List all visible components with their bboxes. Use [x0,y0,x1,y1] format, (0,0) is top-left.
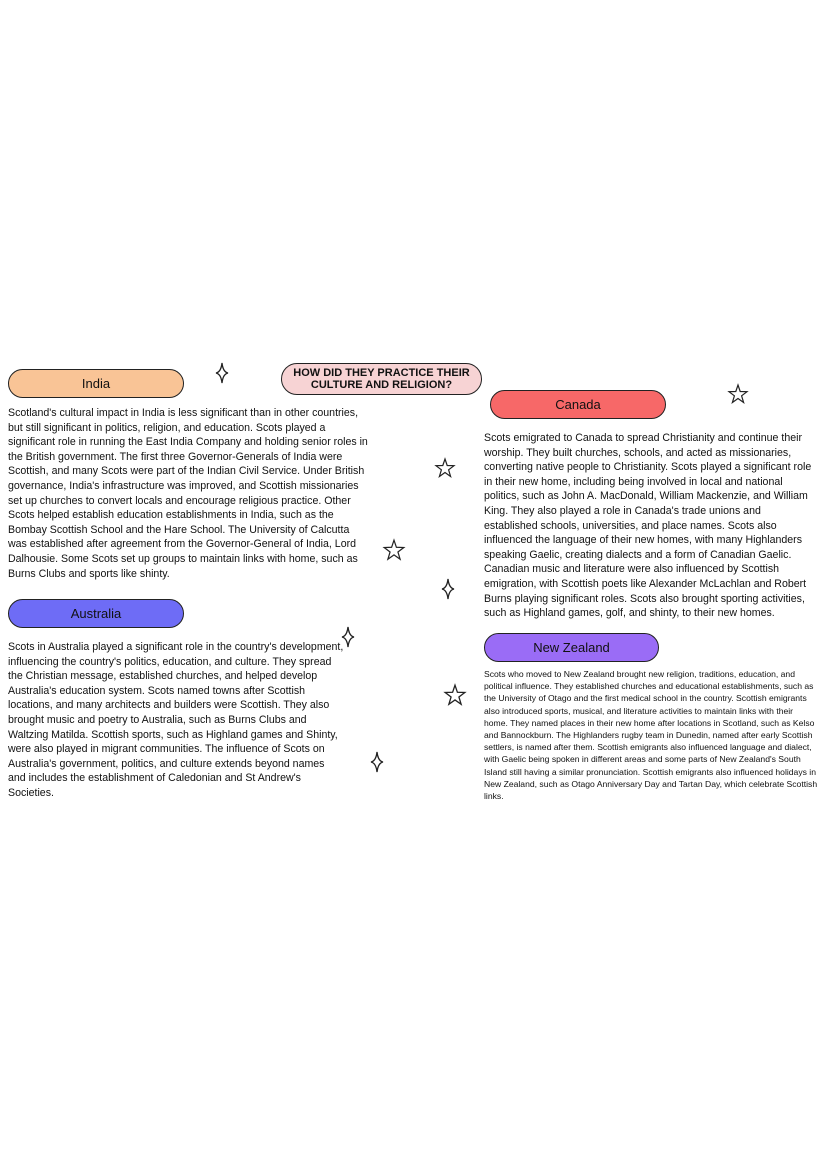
sparkle-icon [341,626,355,648]
sparkle-icon [215,362,229,384]
new-zealand-body: Scots who moved to New Zealand brought new religion, traditions, education, and political influence. They established churches and educational establishments, such as the University of Otago and the first medical school in the country. Scottish emigrants also introduced sports, musical, and literature activities to maintain links with their home. They named places in their new home after locations in Scotland, such as Kelso and Bannockburn. The Highlanders rugby team in Dunedin, named after early Scottish settlers, is named after them. Scottish emigrants also influenced language and dialect, with Gaelic being spoken in different areas and some parts of New Zealand's South Island still having a similar pronunciation. Scottish emigrants also influenced holidays in New Zealand, such as Otago Anniversary Day and Tartan Day, which celebrate Scottish links. [484,669,818,802]
australia-heading [8,599,184,628]
page-title [281,363,482,395]
page-title-line1: HOW DID THEY PRACTICE THEIR [293,367,470,379]
canada-heading [490,390,666,419]
canada-heading-label: Canada [555,397,601,412]
sparkle-icon [441,578,455,600]
new-zealand-heading [484,633,659,662]
india-heading-label: India [81,376,111,391]
australia-heading-label: Australia [70,606,122,621]
india-body: Scotland's cultural impact in India is less significant than in other countries, but still significant in politics, religion, and education. Scots played a significant role in running the East India Company and holding senior roles in the British government. The first three Governor-Generals of India were Scottish, and many Scots were part of the Indian Civil Service. Under British governance, India's infrastructure was improved, and Scottish missionaries set up churches to convert locals and encourage religious practice. Other Scots helped establish education establishments in India, such as the Bombay Scottish School and the Hare School. The University of Calcutta was established after agreement from the Governor-General of India, Lord Dalhousie. Some Scots set up groups to maintain links with home, such as Burns Clubs and sports like shinty. [8,407,368,580]
page-title-line2: CULTURE AND RELIGION? [310,379,453,391]
australia-body: Scots in Australia played a significant role in the country's development, influencing the country's politics, education, and culture. They spread the Christian message, established churches, and helped develop Australia's education system. Scots named towns after Scottish locations, and many architects and builders were Scottish. They also brought music and poetry to Australia, such as Burns Clubs and Waltzing Matilda. Scottish sports, such as Highland games and Shinty, were also played in migrant communities. The influence of Scots on Australia's government, politics, and culture extends beyond names and includes the establishment of Caledonian and St Andrew's Societies. [8,641,344,799]
star-outline-icon [727,383,749,405]
star-outline-icon [434,457,456,479]
new-zealand-heading-label: New Zealand [533,640,610,655]
star-outline-icon [381,538,407,562]
star-outline-icon [443,683,467,707]
india-heading [8,369,184,398]
sparkle-icon [370,751,384,773]
canada-body: Scots emigrated to Canada to spread Christianity and continue their worship. They built churches, schools, and acted as missionaries, converting native people to Christianity. Scots played a significant role in their new home, including being involved in local and national politics, such as John A. MacDonald, William Mackenzie, and William King. They also played a role in Canada's trade unions and established schools, universities, and place names. Scots also influenced the language of their new homes, with many Highlanders speaking Gaelic, creating dialects and a form of Canadian Gaelic. Canadian music and literature were also influenced by Scottish emigration, with Scottish poets like Alexander McLachlan and Robert Burns playing significant roles. Scots also brought sporting activities, such as Highland games, golf, and shinty, to their new homes. [484,432,812,620]
